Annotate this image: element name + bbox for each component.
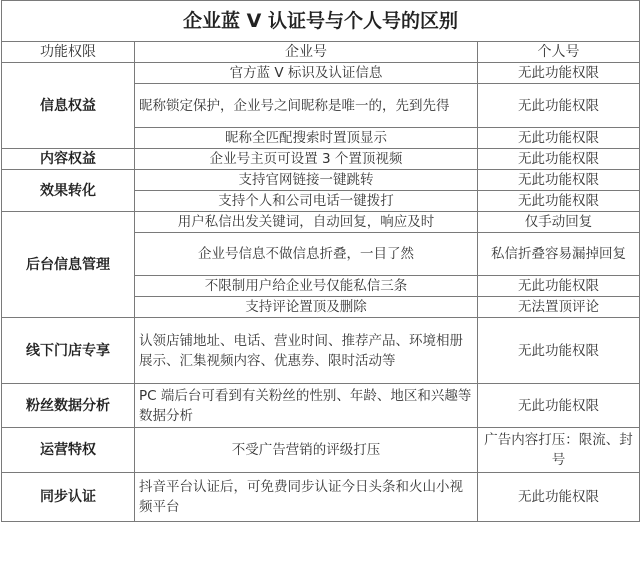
table-row [2,212,640,233]
category-cell: 信息权益 [2,63,135,149]
enterprise-cell: 企业号信息不做信息折叠，一目了然 [135,233,478,276]
personal-cell: 无此功能权限 [478,84,640,128]
enterprise-cell: 不受广告营销的评级打压 [135,428,478,473]
category-cell: 同步认证 [2,473,135,522]
category-cell: 效果转化 [2,170,135,212]
enterprise-cell: 官方蓝 V 标识及认证信息 [135,63,478,84]
personal-cell: 无此功能权限 [478,384,640,428]
table-row [2,318,640,384]
enterprise-cell: 不限制用户给企业号仅能私信三条 [135,276,478,297]
personal-cell: 无此功能权限 [478,170,640,191]
enterprise-cell: 昵称全匹配搜索时置顶显示 [135,128,478,149]
enterprise-cell: 支持官网链接一键跳转 [135,170,478,191]
comparison-table [1,0,640,522]
header-enterprise: 企业号 [135,42,478,63]
table-row [2,149,640,170]
personal-cell: 广告内容打压：限流、封号 [478,428,640,473]
table-row [2,384,640,428]
enterprise-cell: PC 端后台可看到有关粉丝的性别、年龄、地区和兴趣等数据分析 [135,384,478,428]
enterprise-cell: 企业号主页可设置 3 个置顶视频 [135,149,478,170]
header-row [2,42,640,63]
personal-cell: 仅手动回复 [478,212,640,233]
header-function: 功能权限 [2,42,135,63]
personal-cell: 无此功能权限 [478,128,640,149]
table-title: 企业蓝 V 认证号与个人号的区别 [2,1,640,42]
personal-cell: 无此功能权限 [478,473,640,522]
personal-cell: 无此功能权限 [478,63,640,84]
comparison-table-body [2,1,640,522]
title-row [2,1,640,42]
category-cell: 后台信息管理 [2,212,135,318]
enterprise-cell: 抖音平台认证后，可免费同步认证今日头条和火山小视频平台 [135,473,478,522]
table-row [2,428,640,473]
personal-cell: 私信折叠容易漏掉回复 [478,233,640,276]
enterprise-cell: 用户私信出发关键词，自动回复，响应及时 [135,212,478,233]
category-cell: 粉丝数据分析 [2,384,135,428]
personal-cell: 无法置顶评论 [478,297,640,318]
personal-cell: 无此功能权限 [478,318,640,384]
category-cell: 运营特权 [2,428,135,473]
personal-cell: 无此功能权限 [478,276,640,297]
category-cell: 线下门店专享 [2,318,135,384]
category-cell: 内容权益 [2,149,135,170]
table-row [2,473,640,522]
enterprise-cell: 昵称锁定保护，企业号之间昵称是唯一的，先到先得 [135,84,478,128]
enterprise-cell: 支持评论置顶及删除 [135,297,478,318]
personal-cell: 无此功能权限 [478,191,640,212]
personal-cell: 无此功能权限 [478,149,640,170]
header-personal: 个人号 [478,42,640,63]
table-row [2,170,640,191]
enterprise-cell: 支持个人和公司电话一键拨打 [135,191,478,212]
table-row [2,63,640,84]
enterprise-cell: 认领店铺地址、电话、营业时间、推荐产品、环境相册展示、汇集视频内容、优惠券、限时活动等 [135,318,478,384]
